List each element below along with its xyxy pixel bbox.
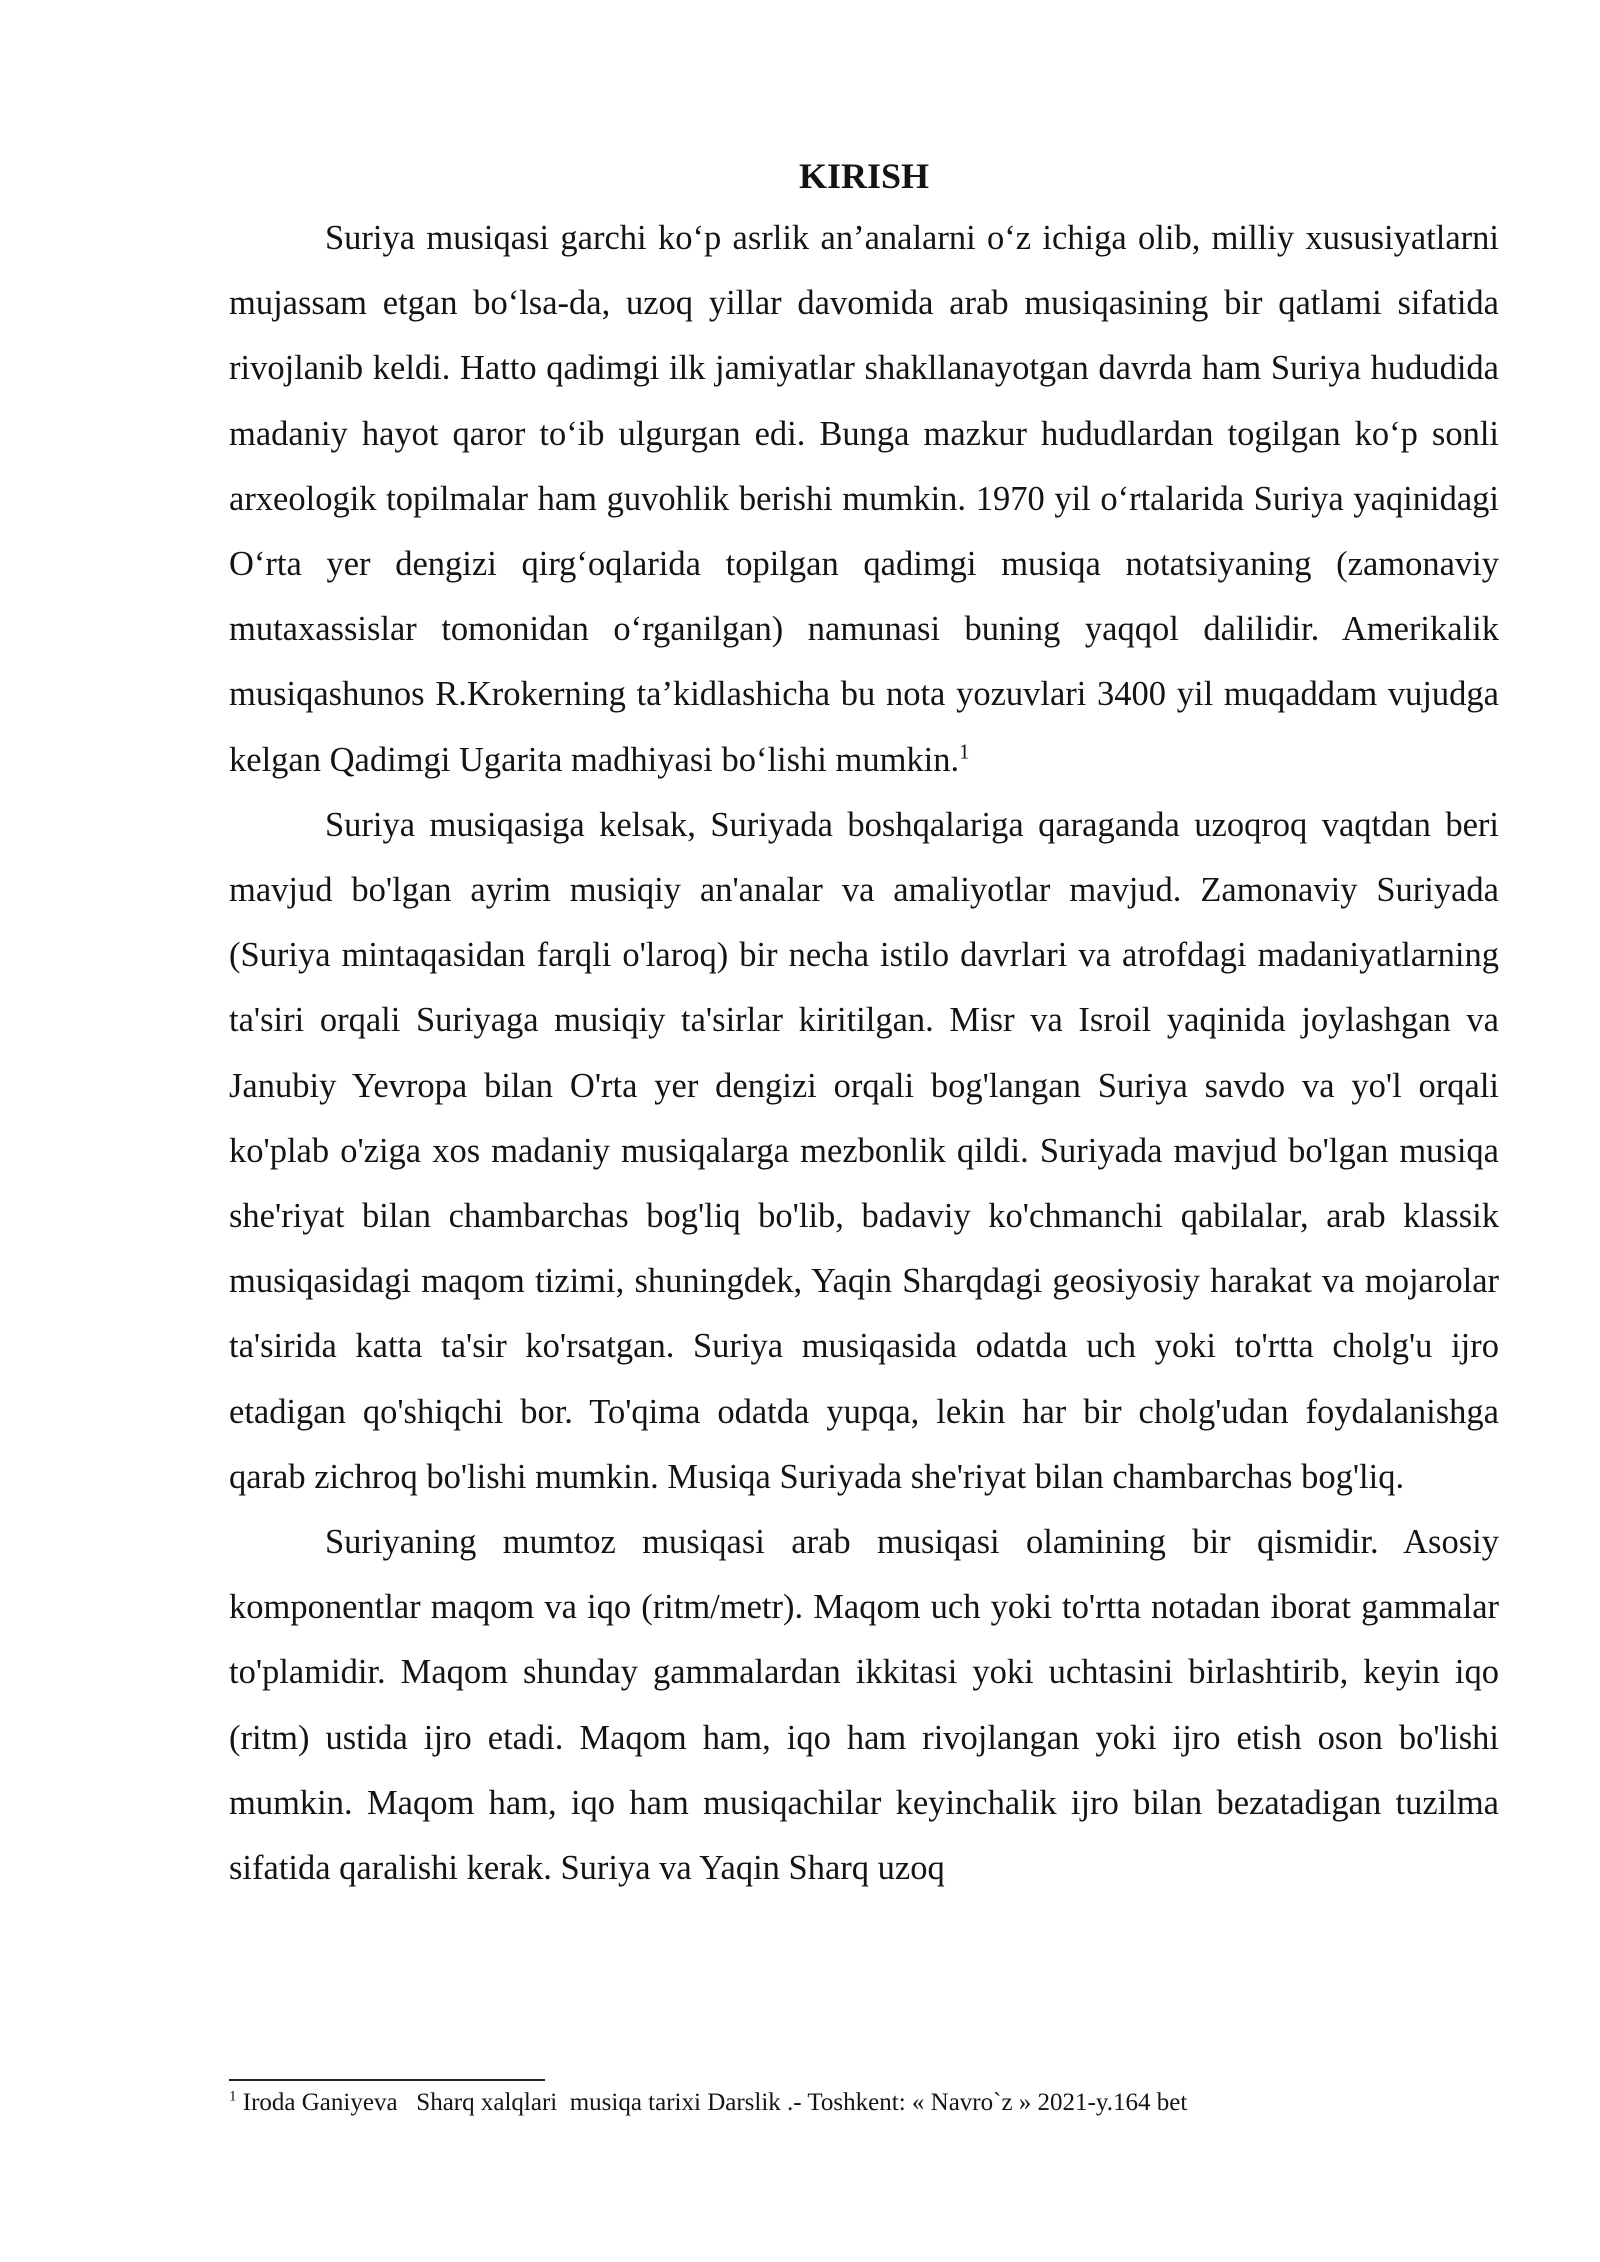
paragraph-1-text: Suriya musiqasi garchi ko‘p asrlik an’analarni o‘z ichiga olib, milliy xususiyatlarni mujassam etgan bo‘lsa-da, uzoq yillar davomida arab musiqasining bir qatlami sifatida rivojlanib keldi. Hatto qadimgi ilk jamiyatlar shakllanayotgan davrda ham Suriya hududida madaniy hayot qaror to‘ib ulgurgan edi. Bunga mazkur hududlardan togilgan ko‘p sonli arxeologik topilmalar ham guvohlik berishi mumkin. 1970 yil o‘rtalarida Suriya yaqinidagi O‘rta yer dengizi qirg‘oqlarida topilgan qadimgi musiqa notatsiyaning (zamonaviy mutaxassislar tomonidan o‘rganilgan) namunasi buning yaqqol dalilidir. Amerikalik musiqashunos R.Krokerning ta’kidlashicha bu nota yozuvlari 3400 yil muqaddam vujudga kelgan Qadimgi Ugarita madhiyasi bo‘lishi mumkin. — [229, 219, 1499, 779]
paragraph-2 — [229, 793, 1499, 1510]
paragraph-3-text: Suriyaning mumtoz musiqasi arab musiqasi olamining bir qismidir. Asosiy komponentlar maqom va iqo (ritm/metr). Maqom uch yoki to'rtta notadan iborat gammalar to'plamidir. Maqom shunday gammalardan ikkitasi yoki uchtasini birlashtirib, keyin iqo (ritm) ustida ijro etadi. Maqom ham, iqo ham rivojlangan yoki ijro etish oson bo'lishi mumkin. Maqom ham, iqo ham musiqachilar keyinchalik ijro bilan bezatadigan tuzilma sifatida qaralishi kerak. Suriya va Yaqin Sharq uzoq — [229, 1523, 1499, 1888]
footnote-number: 1 — [229, 2088, 237, 2105]
footnote — [229, 2086, 1499, 2120]
paragraph-2-text: Suriya musiqasiga kelsak, Suriyada boshqalariga qaraganda uzoqroq vaqtdan beri mavjud bo'lgan ayrim musiqiy an'analar va amaliyotlar mavjud. Zamonaviy Suriyada (Suriya mintaqasidan farqli o'laroq) bir necha istilo davrlari va atrofdagi madaniyatlarning ta'siri orqali Suriyaga musiqiy ta'sirlar kiritilgan. Misr va Isroil yaqinida joylashgan va Janubiy Yevropa bilan O'rta yer dengizi orqali bog'langan Suriya savdo va yo'l orqali ko'plab o'ziga xos madaniy musiqalarga mezbonlik qildi. Suriyada mavjud bo'lgan musiqa she'riyat bilan chambarchas bog'liq bo'lib, badaviy ko'chmanchi qabilalar, arab klassik musiqasidagi maqom tizimi, shuningdek, Yaqin Sharqdagi geosiyosiy harakat va mojarolar ta'sirida katta ta'sir ko'rsatgan. Suriya musiqasida odatda uch yoki to'rtta cholg'u ijro etadigan qo'shiqchi bor. To'qima odatda yupqa, lekin har bir cholg'udan foydalanishga qarab zichroq bo'lishi mumkin. Musiqa Suriyada she'riyat bilan chambarchas bog'liq. — [229, 805, 1499, 1496]
footnote-divider — [229, 2079, 545, 2081]
page-title: KIRISH — [798, 156, 930, 196]
document-page — [229, 150, 1499, 1901]
footnote-text: Iroda Ganiyeva Sharq xalqlari musiqa tarixi Darslik .- Toshkent: « Navro`z » 2021-y.164 bet — [236, 2089, 1188, 2116]
footnote-reference[interactable]: 1 — [959, 741, 970, 764]
paragraph-1 — [229, 206, 1499, 793]
paragraph-3 — [229, 1510, 1499, 1901]
